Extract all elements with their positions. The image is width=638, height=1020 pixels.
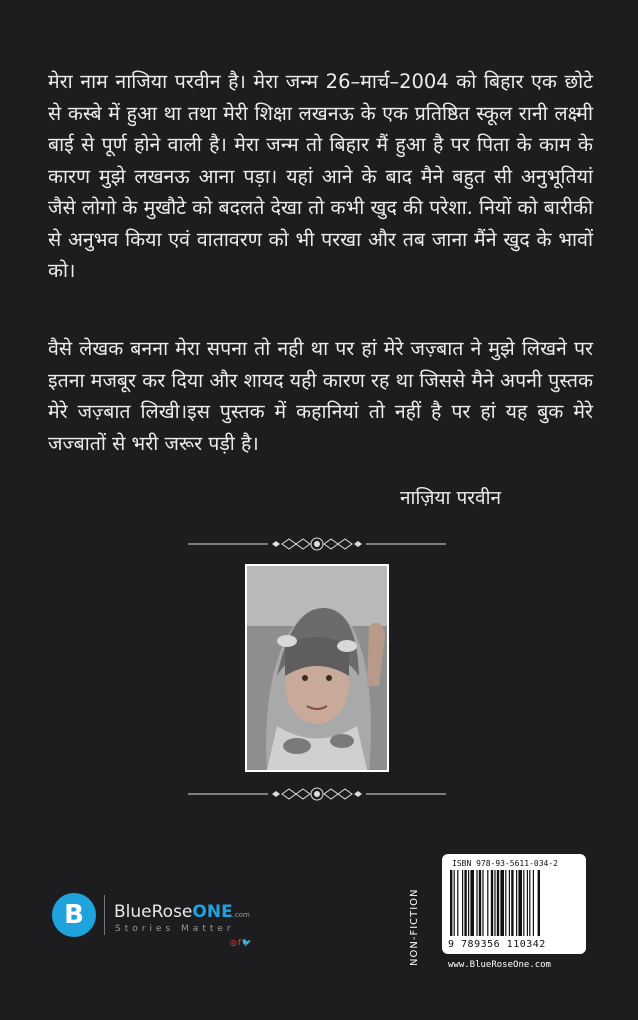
publisher-website: www.BlueRoseOne.com [448,960,551,970]
publisher-name-part1: BlueRose [114,902,193,922]
publisher-name [114,902,250,922]
ornament-divider-icon [188,784,446,804]
publisher-logo [52,893,282,953]
logo-letter: B [64,900,84,930]
genre-label: NON-FICTION [409,888,420,966]
social-icons: ◎f🐦 [230,938,253,947]
logo-separator [104,895,105,935]
ornament-divider-icon [188,534,446,554]
publisher-name-suffix: .com [232,911,250,919]
author-bio-paragraph-2: वैसे लेखक बनना मेरा सपना तो नही था पर हां मेरे जज़्बात ने मुझे लिखने पर इतना मजबूर कर दिया और शायद यही कारण रह था जिससे मैने अपनी पुस्तक मेरे जज़्बात लिखी।इस पुस्तक में कहानियां तो नहीं है पर हां यह बुक मेरे जज्बातों से भरी जरूर पड़ी है। [48,337,593,455]
barcode-icon [450,870,578,938]
barcode-box [442,854,586,954]
barcode-number: 9 789356 110342 [448,939,546,950]
publisher-name-part2: ONE [192,902,233,922]
author-signature: नाज़िया परवीन [400,487,502,509]
publisher-tagline: Stories Matter [115,924,235,934]
author-photo [245,564,389,772]
author-bio-paragraph-1: मेरा नाम नाजिया परवीन है। मेरा जन्म 26–मार्च–2004 को बिहार एक छोटे से कस्बे में हुआ था तथा मेरी शिक्षा लखनऊ के एक प्रतिष्ठित स्कूल रानी लक्ष्मी बाई से पूर्ण होने वाली है। मेरा जन्म तो बिहार मैं हुआ है पर पिता के काम के कारण मुझे लखनऊ आना पड़ा। यहां आने के बाद मैने बहुत सी अनुभूतियां जैसे लोगो के मुखौटे को बदलते देखा तो कभी खुद की परेशा. नियों को बारीकी से अनुभव किया एवं वातावरण को भी परखा और तब जाना मैंने खुद के भावों को। [48,70,593,282]
logo-circle-icon [52,893,96,937]
isbn-label: ISBN 978-93-5611-034-2 [452,859,558,868]
